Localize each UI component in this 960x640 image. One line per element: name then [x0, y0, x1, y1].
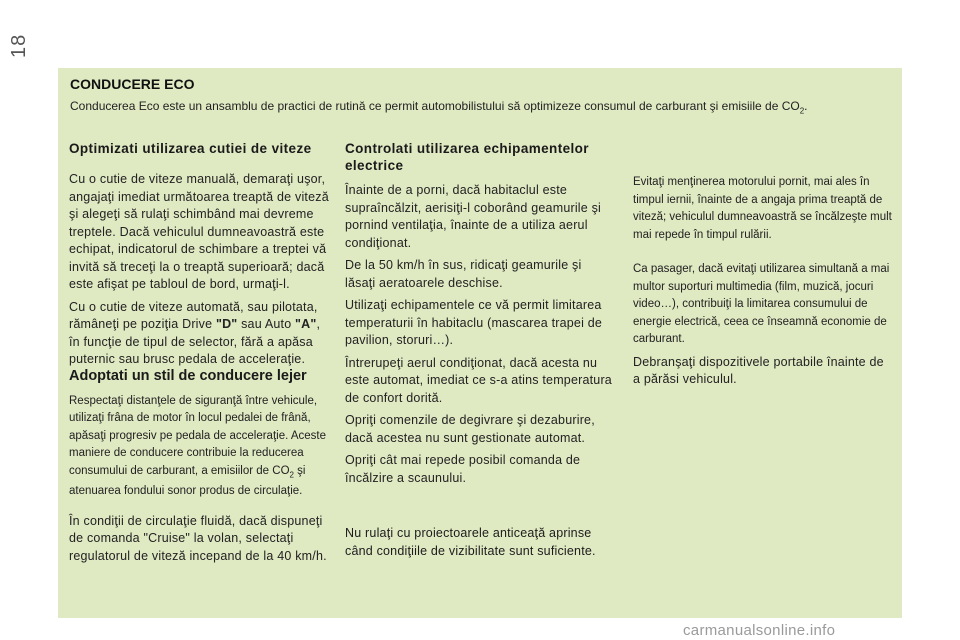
heading-gearbox: Optimizati utilizarea cutiei de viteze [69, 141, 312, 156]
intro-text: Conducerea Eco este un ansamblu de practici de rutină ce permit automobilistului să optimizeze consumul de carburant şi emisiile de CO [70, 99, 800, 113]
paragraph-fog-lamps: Nu rulaţi cu proiectoarele anticeaţă aprinse când condiţiile de vizibilitate sunt suficiente. [345, 526, 596, 558]
paragraph-automatic-gearbox [69, 299, 331, 369]
section-title: CONDUCERE ECO [70, 76, 195, 92]
auto-text-1: Cu o cutie de viteze automată, sau pilotata, rămâneţi pe poziţia Drive [69, 299, 318, 331]
column-other-tips [633, 174, 893, 389]
paragraph-seat-heating: Opriţi cât mai repede posibil comanda de încălzire a scaunului. [345, 453, 581, 485]
co2-subscript: 2 [289, 469, 294, 479]
heading-electrical-equipment: Controlati utilizarea echipamentelor electrice [345, 141, 589, 173]
paragraph-ventilation: Înainte de a porni, dacă habitaclul este supraîncălzit, aerisiţi-l coborând geamurile şi pornind ventilaţia, înainte de a utiliza aerul condiţionat. [345, 183, 602, 250]
paragraph-windows: De la 50 km/h în sus, ridicaţi geamurile şi lăsaţi aeratoarele deschise. [345, 258, 582, 290]
paragraph-demisting: Opriţi comenzile de degivrare şi dezaburire, dacă acestea nu sunt gestionate automat. [345, 413, 595, 445]
paragraph-cruise-control: În condiţii de circulaţie fluidă, dacă dispuneţi de comanda "Cruise" la volan, selectaţi regulatorul de viteză incepand de la 40 km/h. [69, 513, 327, 563]
paragraph-temperature: Utilizaţi echipamentele ce vă permit limitarea temperaturii în habitaclu (mascarea trapei de pavilion, storuri…). [345, 298, 603, 347]
watermark: carmanualsonline.info [683, 622, 836, 639]
column-electrical-equipment [345, 140, 615, 492]
heading-driving-style: Adoptati un stil de conducere lejer [69, 367, 307, 384]
paragraph-manual-gearbox: Cu o cutie de viteze manuală, demaraţi uşor, angajaţi imediat următoarea treaptă de viteză şi alegeţi să rulaţi schimbând mai devreme treptele. Dacă vehiculul dumneavoastră este echipat, indicatorul de schimbare a treptei vă invită să treceţi la o treaptă superioară; dacă este afişat pe tabloul de bord, urmaţi-l. [69, 172, 329, 291]
paragraph-air-conditioning: Întrerupeţi aerul condiţionat, dacă acesta nu este automat, imediat ce s-a atins temperatura de confort dorită. [345, 355, 612, 405]
paragraph-safety-distance [69, 393, 331, 501]
paragraph-multimedia: Ca pasager, dacă evitaţi utilizarea simultană a mai multor suporturi multimedia (film, muzică, jocuri video…), contribuiţi la limitarea consumului de energie electrică, ceea ce înseamnă economie de carburant. [633, 263, 890, 345]
intro-subscript: 2 [799, 106, 805, 116]
auto-text-2: sau Auto [237, 317, 296, 331]
safety-text: Respectaţi distanţele de siguranţă între vehicule, utilizaţi frâna de motor în locul pedalei de frână, apăsaţi progresiv pe pedala de acceleraţie. Aceste maniere de conducere contribuie la reducerea consumului de carburant, a emisiilor de CO [69, 394, 326, 477]
auto-text-3: , în funcţie de tipul de selector, fără a apăsa puternic sau brusc pedala de acceleraţie. [69, 317, 321, 366]
intro-end: . [804, 99, 808, 113]
drive-position: "D" [215, 317, 238, 331]
safety-text-end: şi atenuarea fondului sonor produs de circulaţie. [69, 464, 306, 498]
paragraph-engine-idle: Evitaţi menţinerea motorului pornit, mai ales în timpul iernii, înainte de a angaja prima treaptă de viteză; vehiculul dumneavoastră se încălzeşte mult mai repede în timpul rulării. [633, 176, 892, 241]
column-gearbox [69, 140, 331, 565]
page-number: 18 [8, 33, 30, 58]
paragraph-portable-devices: Debranşaţi dispozitivele portabile înainte de a părăsi vehiculul. [633, 354, 884, 386]
auto-position: "A" [295, 317, 317, 331]
section-intro [70, 98, 900, 119]
